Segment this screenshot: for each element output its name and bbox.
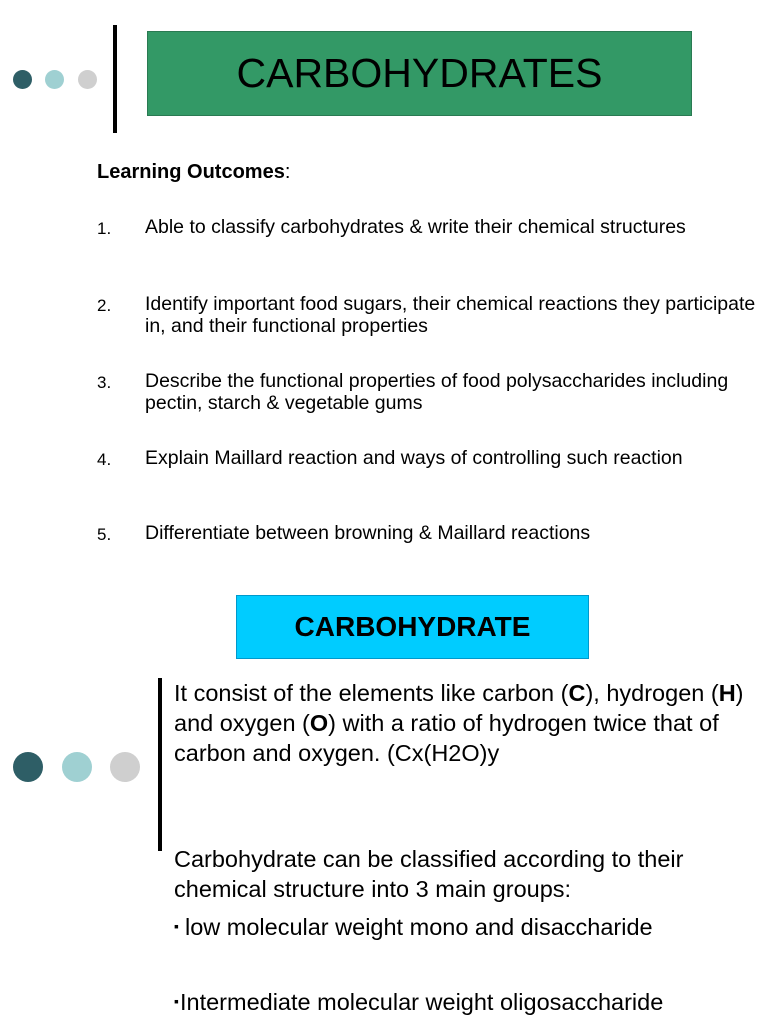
- learning-outcomes-label: Learning Outcomes: [97, 161, 285, 183]
- outcome-number: 1.: [97, 219, 112, 238]
- heading-colon: :: [284, 161, 291, 183]
- outcome-text: Able to classify carbohydrates & write their chemical structures: [145, 216, 686, 238]
- outcome-number: 5.: [97, 525, 112, 544]
- slide-title-box: [147, 31, 692, 116]
- bullet-text: Intermediate molecular weight oligosaccharide: [179, 989, 664, 1015]
- bullet-item-2: [174, 986, 663, 1017]
- oxygen-symbol: O: [309, 710, 329, 736]
- vertical-divider: [113, 25, 117, 133]
- bullet-mark: ▪: [174, 918, 179, 934]
- outcome-number: 4.: [97, 450, 112, 469]
- classification-paragraph: Carbohydrate can be classified according to their chemical structure into 3 main groups:: [174, 846, 684, 902]
- bullet-text: low molecular weight mono and disaccharide: [184, 914, 653, 940]
- outcome-text: Describe the functional properties of food polysaccharides including pectin, starch & vegetable gums: [145, 370, 729, 414]
- bullet-item-1: [174, 911, 653, 942]
- hydrogen-symbol: H: [718, 680, 736, 706]
- decorative-dot-dark: [13, 752, 43, 782]
- section-title: CARBOHYDRATE: [294, 611, 531, 642]
- decorative-dot-grey: [78, 70, 97, 89]
- learning-outcomes-heading: [97, 161, 290, 184]
- slide-title: CARBOHYDRATES: [236, 50, 603, 96]
- decorative-dot-dark: [13, 70, 32, 89]
- text-run: ) with a ratio of hydrogen twice that of carbon and oxygen. (Cx(H2O)y: [174, 710, 719, 766]
- text-run: It consist of the elements like carbon (: [174, 680, 569, 706]
- outcome-text: Identify important food sugars, their chemical reactions they participate in, and their functional properties: [145, 293, 756, 337]
- outcome-number: 2.: [97, 296, 112, 315]
- text-run: ), hydrogen (: [585, 680, 719, 706]
- vertical-divider: [158, 678, 162, 851]
- decorative-dot-light: [45, 70, 64, 89]
- elements-paragraph: [174, 678, 764, 768]
- text-run: ) and oxygen (: [174, 680, 744, 736]
- decorative-dot-light: [62, 752, 92, 782]
- decorative-dot-grey: [110, 752, 140, 782]
- section-title-box: [236, 595, 589, 659]
- bullet-mark: ▪: [174, 993, 179, 1009]
- outcome-number: 3.: [97, 373, 112, 392]
- carbon-symbol: C: [568, 680, 586, 706]
- outcome-text: Differentiate between browning & Maillard reactions: [145, 522, 591, 544]
- outcome-text: Explain Maillard reaction and ways of controlling such reaction: [145, 447, 683, 469]
